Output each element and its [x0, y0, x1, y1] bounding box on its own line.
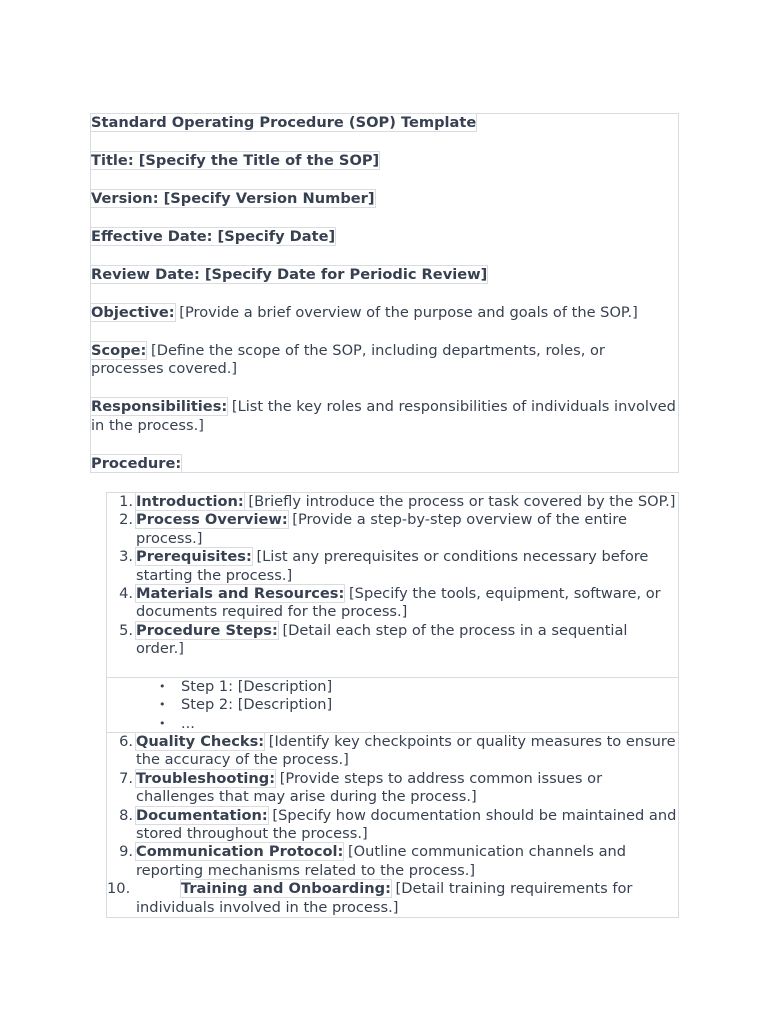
item-label: Introduction: [136, 493, 244, 510]
list-item: 6. Quality Checks: [Identify key checkpoints or quality measures to ensure the accuracy of the process.] [119, 733, 676, 769]
item-label: Communication Protocol: [136, 843, 344, 861]
objective-paragraph [91, 304, 678, 322]
item-label: Documentation: [136, 806, 268, 824]
item-text: [Briefly introduce the process or task covered by the SOP.] [243, 493, 676, 510]
item-text: [Specify how documentation should be maintained and stored throughout the process.] [136, 806, 677, 843]
sub-step-item: • Step 1: [Description] [159, 678, 333, 695]
doc-title: Standard Operating Procedure (SOP) Template [91, 114, 477, 131]
item-label: Troubleshooting: [136, 769, 276, 787]
scope-label: Scope: [91, 342, 147, 359]
list-item: 1. Introduction: [Briefly introduce the process or task covered by the SOP.] [119, 493, 676, 510]
bullet-icon: • [159, 698, 166, 712]
item-label: Materials and Resources: [136, 585, 345, 603]
sub-step-item: • Step 2: [Description] [159, 696, 333, 714]
list-item: 2. Process Overview: [Provide a step-by-step overview of the entire process.] [119, 511, 628, 547]
effective-date-field: Effective Date: [Specify Date] [91, 228, 336, 245]
item-label: Prerequisites: [136, 548, 252, 566]
list-item: 9. Communication Protocol: [Outline communication channels and reporting mechanisms related to the process.] [119, 843, 627, 879]
sub-step-item: • ... [159, 714, 195, 732]
item-label: Process Overview: [136, 511, 288, 529]
title-field: Title: [Specify the Title of the SOP] [91, 152, 380, 169]
item-text: [List any prerequisites or conditions necessary before starting the process.] [136, 548, 649, 584]
list-item: 4. Materials and Resources: [Specify the tools, equipment, software, or documents required for the process.] [119, 585, 661, 621]
item-text: [Specify the tools, equipment, software, or documents required for the process.] [136, 585, 661, 621]
review-date-field: Review Date: [Specify Date for Periodic Review] [91, 266, 488, 283]
item-text: [Outline communication channels and reporting mechanisms related to the process.] [136, 843, 627, 879]
responsibilities-label: Responsibilities: [91, 398, 228, 416]
procedure-list-part-2 [106, 732, 679, 918]
list-item: 8. Documentation: [Specify how documentation should be maintained and stored throughout the process.] [119, 806, 677, 843]
item-label: Procedure Steps: [136, 621, 278, 639]
responsibilities-paragraph [91, 398, 678, 435]
objective-text: [Provide a brief overview of the purpose and goals of the SOP.] [174, 304, 638, 321]
procedure-heading: Procedure: [91, 454, 182, 472]
responsibilities-text: [List the key roles and responsibilities of individuals involved in the process.] [91, 398, 676, 434]
objective-label: Objective: [91, 304, 175, 321]
item-label: Quality Checks: [136, 733, 265, 750]
bullet-icon: • [159, 680, 166, 693]
item-text: [Provide steps to address common issues or challenges that may arise during the process.] [136, 769, 603, 806]
list-item: 3. Prerequisites: [List any prerequisites or conditions necessary before starting the process.] [119, 548, 649, 584]
procedure-list-part-1 [106, 492, 679, 678]
scope-paragraph [91, 342, 678, 379]
list-item: 7. Troubleshooting: [Provide steps to address common issues or challenges that may arise during the process.] [119, 769, 603, 806]
item-text: [Detail training requirements for individuals involved in the process.] [136, 880, 633, 916]
sop-header-block [90, 113, 679, 473]
version-field: Version: [Specify Version Number] [91, 190, 375, 207]
item-label: Training and Onboarding: [181, 880, 391, 898]
item-text: [Identify key checkpoints or quality measures to ensure the accuracy of the process.] [136, 733, 676, 769]
bullet-icon: • [159, 716, 166, 730]
item-text: [Provide a step-by-step overview of the entire process.] [136, 511, 628, 547]
item-text: [Detail each step of the process in a sequential order.] [136, 621, 628, 658]
scope-text: [Define the scope of the SOP, including departments, roles, or processes covered.] [91, 342, 605, 378]
sub-steps-list [106, 677, 679, 733]
list-item: 5. Procedure Steps: [Detail each step of the process in a sequential order.] [119, 621, 628, 658]
list-item: 10. Training and Onboarding: [Detail training requirements for individuals involved in the process.] [107, 880, 633, 916]
